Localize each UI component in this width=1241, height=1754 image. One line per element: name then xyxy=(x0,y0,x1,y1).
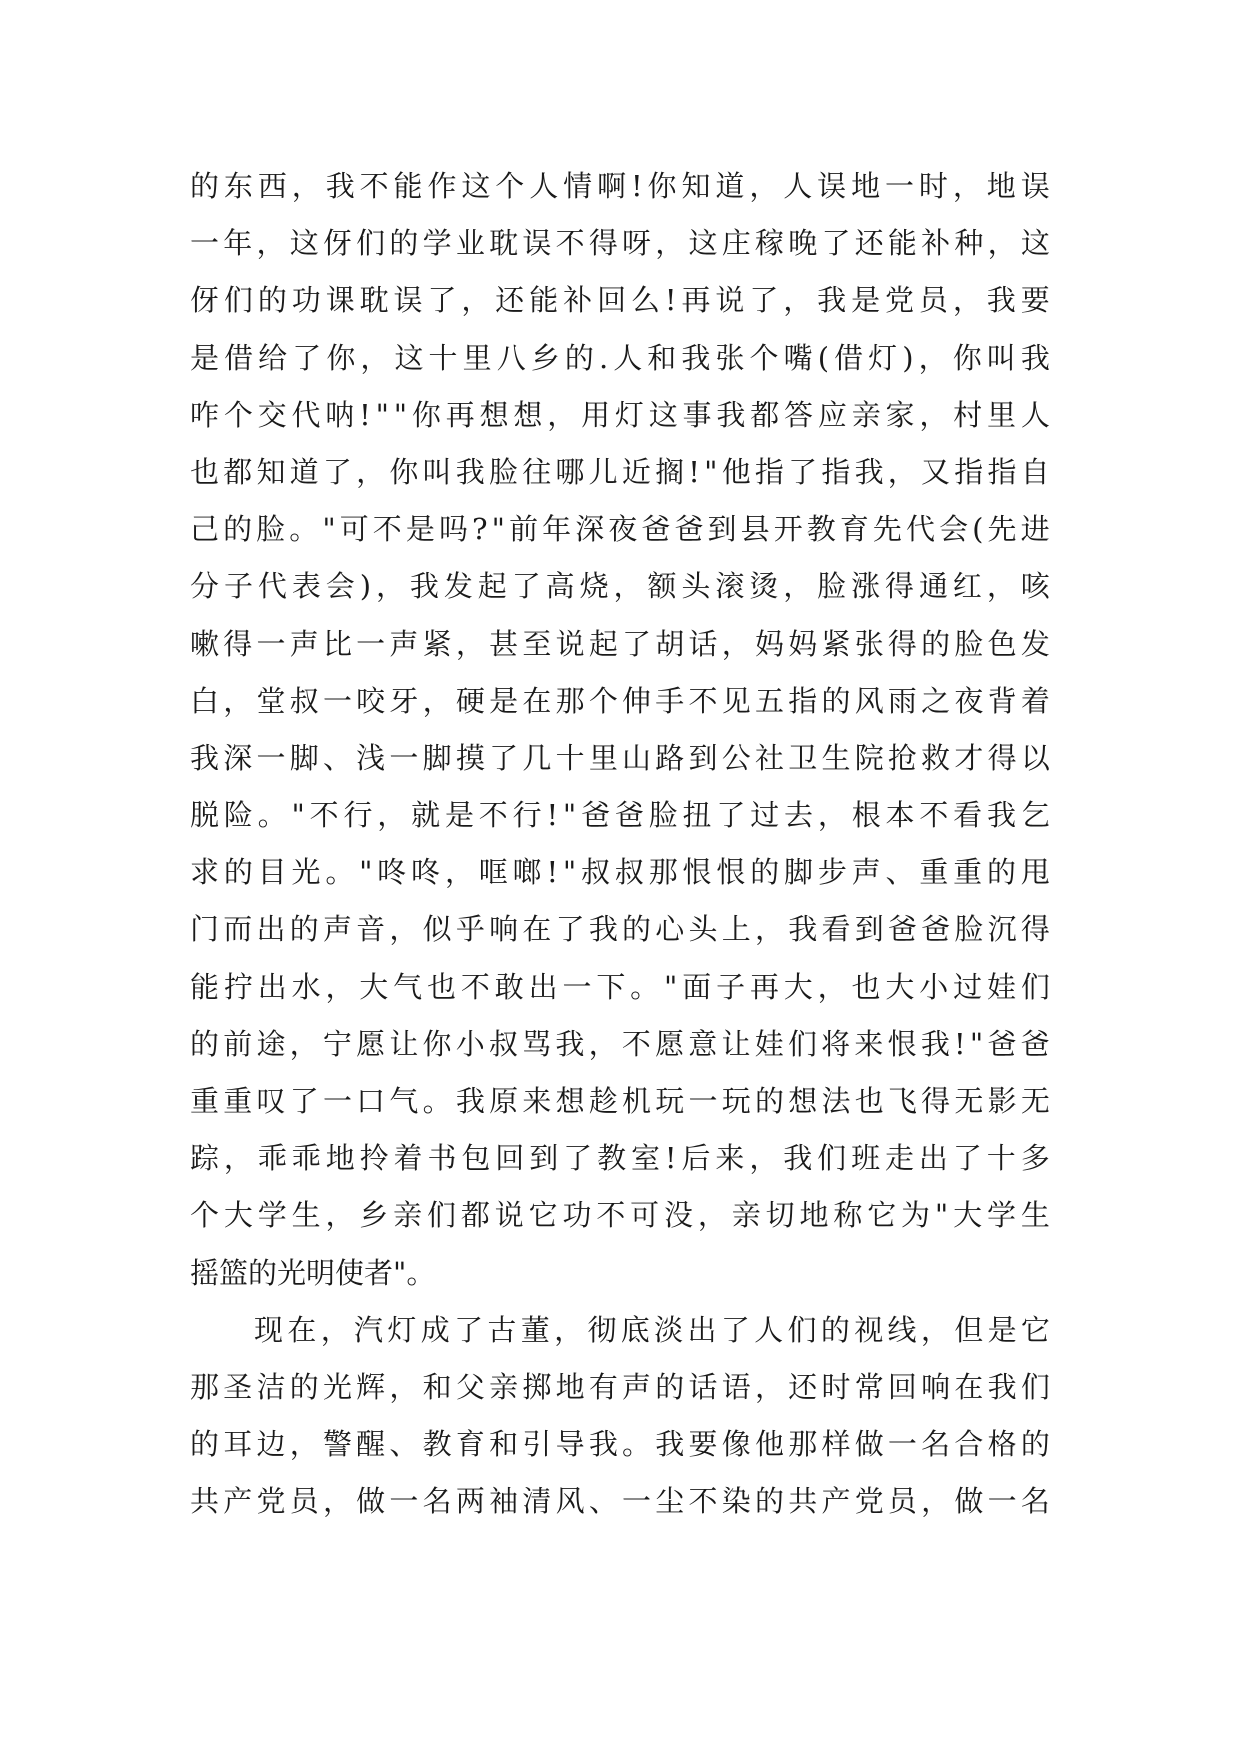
paragraph-end-line: 摇篮的光明使者"。 xyxy=(190,1255,436,1290)
text-line: 求 的 目 光 。 " 咚 咚 ， 哐 啷 ! " 叔 叔 那 恨 恨 的 脚 步 声 、 重 重 的 甩 xyxy=(190,855,1050,890)
text-line: 重 重 叹 了 一 口 气 。 我 原 来 想 趁 机 玩 一 玩 的 想 法 也 飞 得 无 影 无 xyxy=(190,1084,1050,1118)
text-line: 己 的 脸 。 " 可 不 是 吗 ? " 前 年 深 夜 爸 爸 到 县 开 教 育 先 代 会 ( 先 进 xyxy=(190,512,1050,547)
text-line: 那 圣 洁 的 光 辉 ， 和 父 亲 掷 地 有 声 的 话 语 ， 还 时 常 回 响 在 我 们 xyxy=(190,1369,1050,1404)
text-line: 也 都 知 道 了 ， 你 叫 我 脸 往 哪 儿 近 搁 ! " 他 指 了 指 我 ， 又 指 指 自 xyxy=(190,454,1050,489)
text-line: 个 大 学 生 ， 乡 亲 们 都 说 它 功 不 可 没 ， 亲 切 地 称 它 为 " 大 学 生 xyxy=(190,1198,1050,1233)
text-line: 是 借 给 了 你 ， 这 十 里 八 乡 的 . 人 和 我 张 个 嘴 ( 借 灯 ) ， 你 叫 我 xyxy=(190,340,1050,375)
text-line: 伢 们 的 功 课 耽 误 了 ， 还 能 补 回 么 ! 再 说 了 ， 我 是 党 员 ， 我 要 xyxy=(190,283,1050,318)
text-line: 的 东 西 ， 我 不 能 作 这 个 人 情 啊 ! 你 知 道 ， 人 误 地 一 时 ， 地 误 xyxy=(190,169,1050,203)
text-line: 一 年 ， 这 伢 们 的 学 业 耽 误 不 得 呀 ， 这 庄 稼 晚 了 还 能 补 种 ， 这 xyxy=(190,226,1050,261)
text-line: 咋 个 交 代 呐 ! " " 你 再 想 想 ， 用 灯 这 事 我 都 答 应 亲 家 ， 村 里 人 xyxy=(190,397,1050,432)
text-line: 门 而 出 的 声 音 ， 似 乎 响 在 了 我 的 心 头 上 ， 我 看 到 爸 爸 脸 沉 得 xyxy=(190,912,1050,947)
body-text xyxy=(190,158,1050,1531)
text-line: 的 前 途 ， 宁 愿 让 你 小 叔 骂 我 ， 不 愿 意 让 娃 们 将 来 恨 我 ! " 爸 爸 xyxy=(190,1026,1050,1061)
text-line: 能 拧 出 水 ， 大 气 也 不 敢 出 一 下 。 " 面 子 再 大 ， 也 大 小 过 娃 们 xyxy=(190,969,1050,1004)
text-line: 踪 ， 乖 乖 地 拎 着 书 包 回 到 了 教 室 ! 后 来 ， 我 们 班 走 出 了 十 多 xyxy=(190,1141,1050,1176)
text-line: 分 子 代 表 会 ) ， 我 发 起 了 高 烧 ， 额 头 滚 烫 ， 脸 涨 得 通 红 ， 咳 xyxy=(190,569,1050,604)
text-line: 的 耳 边 ， 警 醒 、 教 育 和 引 导 我 。 我 要 像 他 那 样 做 一 名 合 格 的 xyxy=(190,1427,1050,1462)
paragraph-start-line: 现 在 ， 汽 灯 成 了 古 董 ， 彻 底 淡 出 了 人 们 的 视 线 ， 但 是 它 xyxy=(254,1312,1050,1347)
text-line: 共 产 党 员 ， 做 一 名 两 袖 清 风 、 一 尘 不 染 的 共 产 党 员 ， 做 一 名 xyxy=(190,1484,1050,1519)
text-line: 白 ， 堂 叔 一 咬 牙 ， 硬 是 在 那 个 伸 手 不 见 五 指 的 风 雨 之 夜 背 着 xyxy=(190,683,1050,718)
text-line: 我 深 一 脚 、 浅 一 脚 摸 了 几 十 里 山 路 到 公 社 卫 生 院 抢 救 才 得 以 xyxy=(190,740,1050,775)
text-line: 嗽 得 一 声 比 一 声 紧 ， 甚 至 说 起 了 胡 话 ， 妈 妈 紧 张 得 的 脸 色 发 xyxy=(190,626,1050,661)
text-line: 脱 险 。 " 不 行 ， 就 是 不 行 ! " 爸 爸 脸 扭 了 过 去 ， 根 本 不 看 我 乞 xyxy=(190,798,1050,833)
